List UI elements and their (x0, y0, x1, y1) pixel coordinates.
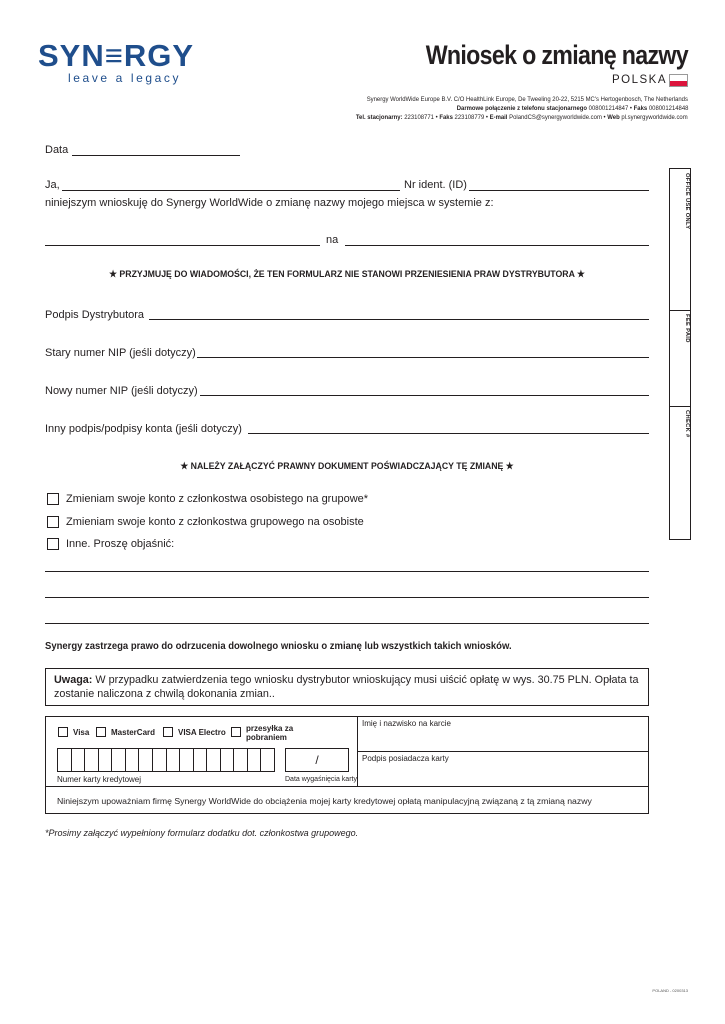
ja-label: Ja, (45, 179, 60, 191)
cardholder-signature-field[interactable] (360, 765, 646, 783)
explain-line[interactable] (45, 571, 649, 572)
expiry-input[interactable] (285, 748, 349, 772)
office-use-label: OFFICE USE ONLY (684, 173, 690, 230)
expiry-slash: / (315, 753, 319, 767)
option-checkbox-other[interactable] (47, 538, 59, 550)
signature-label: Podpis Dystrybutora (45, 309, 145, 321)
option-label: Inne. Proszę objaśnić: (66, 538, 175, 550)
page-title: Wniosek o zmianę nazwy (425, 40, 688, 70)
group-membership-note: *Prosimy załączyć wypełniony formularz dodatku dot. członkostwa grupowego. (45, 828, 359, 838)
new-nip-label: Nowy numer NIP (jeśli dotyczy) (45, 385, 198, 397)
web-value[interactable]: pl.synergyworldwide.com (621, 114, 688, 121)
option-checkbox-group-to-personal[interactable] (47, 516, 59, 528)
tel-label: Tel. stacjonarny: (356, 114, 403, 121)
new-nip-field[interactable] (200, 395, 649, 396)
cod-label: przesyłka za pobraniem (246, 724, 294, 742)
id-field[interactable] (469, 190, 649, 191)
visa-electro-checkbox[interactable] (163, 727, 173, 737)
logo-tagline: leave a legacy (68, 71, 182, 85)
option-label: Zmieniam swoje konto z członkostwa grupowego na osobiste (66, 516, 364, 528)
freephone-line: Darmowe połączenie z telefonu stacjonarnego 008001214847 • Faks 008001214848 (456, 105, 688, 112)
expiry-label: Data wygaśnięcia karty (285, 776, 357, 783)
authorization-text: Niniejszym upoważniam firmę Synergy WorldWide do obciążenia mojej karty kredytowej opłatą manipulacyjną związaną z tą zmianą nazwy (57, 796, 592, 806)
cod-checkbox[interactable] (231, 727, 241, 737)
card-number-label: Numer karty kredytowej (57, 775, 142, 784)
country-label: POLSKA (611, 74, 667, 86)
signature-field[interactable] (149, 319, 649, 320)
option-checkbox-personal-to-group[interactable] (47, 493, 59, 505)
web-label: Web (607, 114, 621, 121)
synergy-logo (38, 40, 213, 85)
visa-electro-label: VISA Electro (178, 728, 226, 737)
fax2-label: Faks (439, 114, 454, 121)
option-label: Zmieniam swoje konto z członkostwa osobistego na grupowe* (66, 493, 369, 505)
attach-document-text: ★ NALEŻY ZAŁĄCZYĆ PRAWNY DOKUMENT POŚWIADCZAJĄCY TĘ ZMIANĘ ★ (180, 461, 514, 472)
visa-label: Visa (73, 728, 90, 737)
form-code: POLAND - 0200313 (652, 988, 688, 993)
date-field[interactable] (72, 155, 240, 156)
logo-wordmark: SYN≡RGY (38, 38, 195, 73)
office-use-box (669, 168, 691, 540)
request-text: niniejszym wnioskuję do Synergy WorldWide o zmianę nazwy mojego miejsca w systemie z: (45, 197, 494, 209)
cardholder-name-label: Imię i nazwisko na karcie (362, 719, 451, 728)
new-name-field[interactable] (345, 245, 649, 246)
old-nip-label: Stary numer NIP (jeśli dotyczy) (45, 347, 196, 359)
email-value[interactable]: PolandCS@synergyworldwide.com (509, 114, 603, 121)
contact-line: Tel. stacjonarny: 223108771 • Faks 223108779 • E-mail PolandCS@synergyworldwide.com • Web pl.synergyworldwide.com (356, 114, 688, 121)
email-label: E-mail (489, 114, 508, 121)
explain-line[interactable] (45, 623, 649, 624)
mastercard-checkbox[interactable] (96, 727, 106, 737)
cardholder-signature-label: Podpis posiadacza karty (362, 754, 449, 763)
note-text: W przypadku zatwierdzenia tego wniosku dystrybutor wnioskujący musi uiścić opłatę w wys. 30.75 PLN. Opłata ta zostanie naliczona z chwilą dokonania zmian.. (54, 674, 639, 700)
fax1-label: Faks (633, 105, 647, 112)
reserve-notice: Synergy zastrzega prawo do odrzucenia dowolnego wniosku o zmianę lub wszystkich takich wniosków. (45, 641, 512, 652)
name-field[interactable] (62, 190, 400, 191)
address-line: Synergy WorldWide Europe B.V. C/O HealthLink Europe, De Tweeling 20-22, 5215 MC's Hertogenbosch, The Netherlands (366, 96, 688, 103)
freephone-label: Darmowe połączenie z telefonu stacjonarnego (456, 105, 587, 112)
date-label: Data (45, 144, 69, 156)
fee-note-box (45, 668, 649, 706)
note-label: Uwaga: (54, 674, 93, 686)
acknowledgement-text: ★ PRZYJMUJĘ DO WIADOMOŚCI, ŻE TEN FORMULARZ NIE STANOWI PRZENIESIENIA PRAW DYSTRYBUTORA ★ (109, 269, 585, 280)
old-nip-field[interactable] (197, 357, 649, 358)
old-name-field[interactable] (45, 245, 320, 246)
fax1-value: 008001214848 (648, 105, 688, 112)
visa-checkbox[interactable] (58, 727, 68, 737)
fax2-value: 223108779 (454, 114, 485, 121)
freephone-value: 008001214847 (588, 105, 628, 112)
other-signature-field[interactable] (248, 433, 649, 434)
tel-value: 223108771 (404, 114, 435, 121)
cardholder-name-field[interactable] (360, 730, 646, 748)
na-label: na (326, 234, 339, 246)
check-label: CHECK # (684, 410, 690, 438)
card-number-input[interactable] (57, 748, 275, 772)
explain-line[interactable] (45, 597, 649, 598)
other-signature-label: Inny podpis/podpisy konta (jeśli dotyczy) (45, 423, 242, 435)
fee-paid-label: FEE PAID (684, 314, 690, 343)
id-label: Nr ident. (ID) (404, 179, 467, 191)
poland-flag-icon (669, 74, 688, 87)
mastercard-label: MasterCard (111, 728, 156, 737)
